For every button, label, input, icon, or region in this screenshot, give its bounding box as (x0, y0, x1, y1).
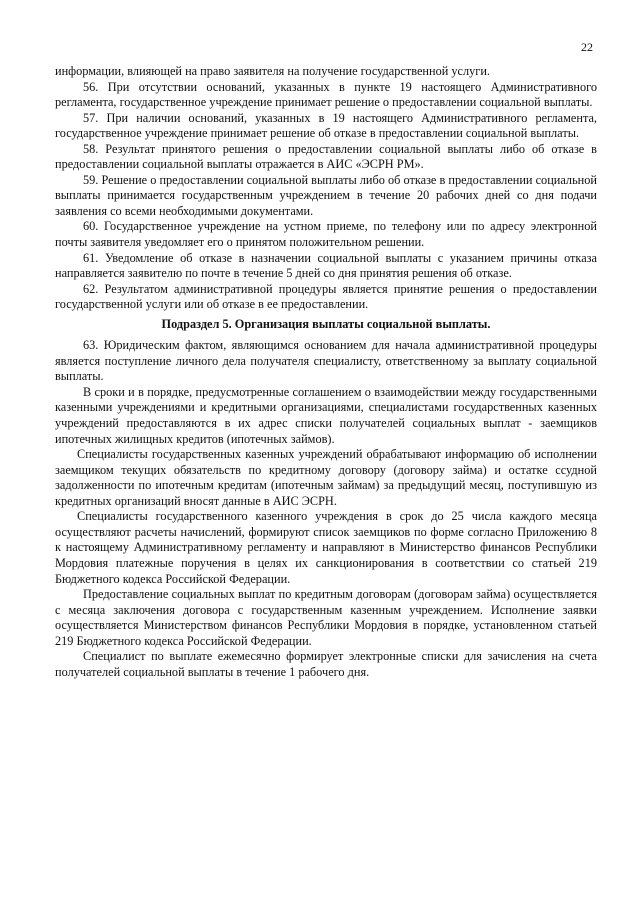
paragraph-59: 59. Решение о предоставлении социальной выплаты либо об отказе в предоставлении социальной выплаты принимается государственным учреждением в течение 20 рабочих дней со дня подачи заявления со всеми необходимыми документами. (55, 172, 597, 218)
document-body (55, 64, 597, 680)
paragraph-processing-information: Специалисты государственных казенных учреждений обрабатывают информацию об исполнении заемщиком текущих обязательств по кредитному договору (договору займа) и остатке ссудной задолженности по ипотечным кредитам (ипотечным займам) за предыдущий месяц, поступившую из кредитных организаций вносят данные в АИС ЭСРН. (55, 447, 597, 508)
section-heading: Подраздел 5. Организация выплаты социальной выплаты. (161, 316, 491, 331)
paragraph-electronic-lists: Специалист по выплате ежемесячно формирует электронные списки для зачисления на счета получателей социальной выплаты в течение 1 рабочего дня. (55, 649, 597, 679)
paragraph-lists-of-recipients: В сроки и в порядке, предусмотренные соглашением о взаимодействии между государственными казенными учреждениями и кредитными организациями, специалистами государственных казенных учреждений предоставляются в их адрес списки получателей социальных выплат - заемщиков ипотечных жилищных кредитов (ипотечных займов). (55, 384, 597, 446)
paragraph-60: 60. Государственное учреждение на устном приеме, по телефону или по адресу электронной почты заявителя уведомляет его о принятом положительном решении. (55, 219, 597, 250)
paragraph-calculations: Специалисты государственного казенного учреждения в срок до 25 числа каждого месяца осуществляют расчеты начислений, формируют список заемщиков по форме согласно Приложению 8 к настоящему Административному регламенту и направляют в Министерство финансов Республики Мордовия платежные поручения в целях их санкционирования в соответствии со статьей 219 Бюджетного кодекса Российской Федерации. (55, 509, 597, 586)
paragraph-61: 61. Уведомление об отказе в назначении социальной выплаты с указанием причины отказа направляется заявителю по почте в течение 5 дней со дня принятия решения об отказе. (55, 250, 597, 281)
paragraph-56: 56. При отсутствии оснований, указанных в пункте 19 настоящего Административного регламента, государственное учреждение принимает решение о предоставлении социальной выплаты. (55, 79, 597, 110)
paragraph-continuation: информации, влияющей на право заявителя на получение государственной услуги. (55, 64, 490, 78)
page-number: 22 (581, 40, 593, 54)
paragraph-62: 62. Результатом административной процедуры является принятие решения о предоставлении государственной услуги или об отказе в ее предоставлении. (55, 281, 597, 312)
paragraph-63: 63. Юридическим фактом, являющимся основанием для начала административной процедуры является поступление личного дела получателя специалисту, ответственному за выплату социальной выплаты. (55, 338, 597, 384)
paragraph-provision-of-payments: Предоставление социальных выплат по кредитным договорам (договорам займа) осуществляется с месяца заключения договора с государственным казенным учреждением. Исполнение заявки осуществляется Министерством финансов Республики Мордовия в порядке, установленном статьей 219 Бюджетного кодекса Российской Федерации. (55, 587, 597, 648)
paragraph-58: 58. Результат принятого решения о предоставлении социальной выплаты либо об отказе в предоставлении социальной выплаты отражается в АИС «ЭСРН РМ». (55, 141, 597, 172)
paragraph-57: 57. При наличии оснований, указанных в 19 настоящего Административного регламента, государственное учреждение принимает решение об отказе в предоставлении социальной выплаты. (55, 110, 597, 141)
